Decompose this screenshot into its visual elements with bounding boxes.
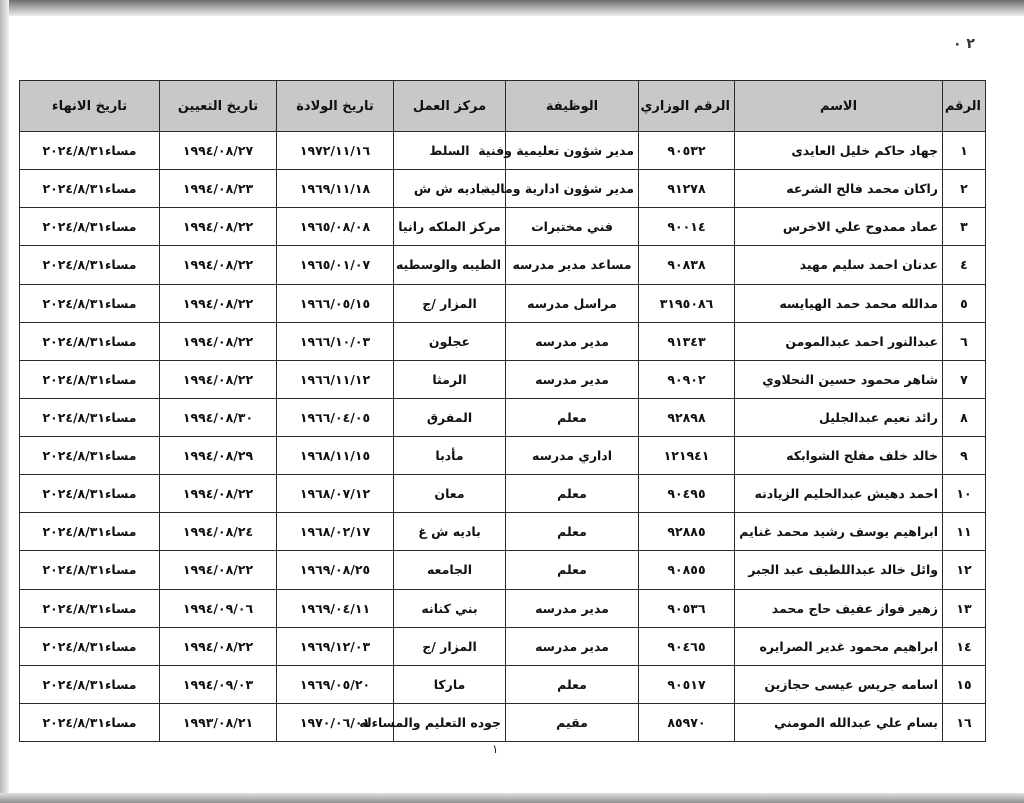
cell-job: مقيم bbox=[506, 703, 639, 741]
scan-edge-bottom bbox=[0, 793, 1024, 803]
cell-end-date: مساء٢٠٢٤/٨/٣١ bbox=[20, 398, 160, 436]
cell-no: ٢ bbox=[943, 170, 986, 208]
cell-name: عماد ممدوح علي الاخرس bbox=[735, 208, 943, 246]
cell-appointment-date: ١٩٩٤/٠٩/٠٦ bbox=[160, 589, 277, 627]
cell-birth-date: ١٩٦٨/٠٢/١٧ bbox=[277, 513, 394, 551]
cell-workplace: مأدبا bbox=[394, 437, 506, 475]
cell-appointment-date: ١٩٩٤/٠٨/٢٧ bbox=[160, 132, 277, 170]
header-no: الرقم bbox=[943, 81, 986, 132]
cell-birth-date: ١٩٦٩/٠٤/١١ bbox=[277, 589, 394, 627]
cell-birth-date: ١٩٦٥/٠٨/٠٨ bbox=[277, 208, 394, 246]
cell-ministry-no: ٩٠٨٣٨ bbox=[639, 246, 735, 284]
cell-birth-date: ١٩٧٢/١١/١٦ bbox=[277, 132, 394, 170]
cell-end-date: مساء٢٠٢٤/٨/٣١ bbox=[20, 246, 160, 284]
cell-ministry-no: ٨٥٩٧٠ bbox=[639, 703, 735, 741]
records-table bbox=[19, 80, 986, 742]
cell-birth-date: ١٩٦٨/٠٧/١٢ bbox=[277, 475, 394, 513]
cell-name: ابراهيم يوسف رشيد محمد غنايم bbox=[735, 513, 943, 551]
cell-job: مراسل مدرسه bbox=[506, 284, 639, 322]
cell-appointment-date: ١٩٩٤/٠٨/٢٢ bbox=[160, 627, 277, 665]
cell-job: مدير شؤون تعليمية وفنية bbox=[506, 132, 639, 170]
cell-appointment-date: ١٩٩٣/٠٨/٢١ bbox=[160, 703, 277, 741]
cell-ministry-no: ٩٢٨٩٨ bbox=[639, 398, 735, 436]
cell-appointment-date: ١٩٩٤/٠٨/٢٢ bbox=[160, 360, 277, 398]
cell-name: عبدالنور احمد عبدالمومن bbox=[735, 322, 943, 360]
cell-workplace: عجلون bbox=[394, 322, 506, 360]
cell-ministry-no: ٩٠٠١٤ bbox=[639, 208, 735, 246]
cell-no: ١ bbox=[943, 132, 986, 170]
table-row bbox=[20, 132, 986, 170]
cell-appointment-date: ١٩٩٤/٠٩/٠٣ bbox=[160, 665, 277, 703]
scan-edge-left bbox=[0, 0, 9, 803]
table-row bbox=[20, 589, 986, 627]
cell-birth-date: ١٩٦٦/١٠/٠٣ bbox=[277, 322, 394, 360]
cell-no: ٩ bbox=[943, 437, 986, 475]
header-appointment-date: تاريخ التعيين bbox=[160, 81, 277, 132]
table-row bbox=[20, 284, 986, 322]
cell-end-date: مساء٢٠٢٤/٨/٣١ bbox=[20, 627, 160, 665]
cell-ministry-no: ٩٠٥١٧ bbox=[639, 665, 735, 703]
cell-end-date: مساء٢٠٢٤/٨/٣١ bbox=[20, 132, 160, 170]
cell-job: مدير مدرسه bbox=[506, 322, 639, 360]
table-row bbox=[20, 437, 986, 475]
header-job: الوظيفة bbox=[506, 81, 639, 132]
cell-job: فني مختبرات bbox=[506, 208, 639, 246]
cell-ministry-no: ٩١٣٤٣ bbox=[639, 322, 735, 360]
cell-end-date: مساء٢٠٢٤/٨/٣١ bbox=[20, 475, 160, 513]
page-mark: ٢ ٠ bbox=[953, 36, 975, 52]
cell-appointment-date: ١٩٩٤/٠٨/٢٢ bbox=[160, 208, 277, 246]
cell-birth-date: ١٩٦٦/٠٥/١٥ bbox=[277, 284, 394, 322]
header-end-date: تاريخ الانهاء bbox=[20, 81, 160, 132]
cell-workplace: ماركا bbox=[394, 665, 506, 703]
cell-appointment-date: ١٩٩٤/٠٨/٢٢ bbox=[160, 475, 277, 513]
header-name: الاسم bbox=[735, 81, 943, 132]
cell-no: ١١ bbox=[943, 513, 986, 551]
cell-ministry-no: ٩٠٤٩٥ bbox=[639, 475, 735, 513]
cell-no: ٥ bbox=[943, 284, 986, 322]
cell-no: ١٥ bbox=[943, 665, 986, 703]
table-row bbox=[20, 475, 986, 513]
table-row bbox=[20, 703, 986, 741]
cell-end-date: مساء٢٠٢٤/٨/٣١ bbox=[20, 551, 160, 589]
cell-end-date: مساء٢٠٢٤/٨/٣١ bbox=[20, 665, 160, 703]
cell-name: رائد نعيم عبدالجليل bbox=[735, 398, 943, 436]
cell-workplace: باديه ش غ bbox=[394, 513, 506, 551]
table-row bbox=[20, 513, 986, 551]
cell-name: اسامه جريس عيسى حجازين bbox=[735, 665, 943, 703]
cell-workplace: المزار /ج bbox=[394, 284, 506, 322]
cell-no: ١٤ bbox=[943, 627, 986, 665]
cell-job: مدير شؤون ادارية ومالية bbox=[506, 170, 639, 208]
table-body bbox=[20, 132, 986, 742]
cell-name: جهاد حاكم خليل العايدى bbox=[735, 132, 943, 170]
cell-workplace: المفرق bbox=[394, 398, 506, 436]
cell-name: خالد خلف مفلح الشوابكه bbox=[735, 437, 943, 475]
cell-no: ١٦ bbox=[943, 703, 986, 741]
cell-no: ٧ bbox=[943, 360, 986, 398]
cell-no: ٨ bbox=[943, 398, 986, 436]
cell-birth-date: ١٩٦٦/١١/١٢ bbox=[277, 360, 394, 398]
cell-job: معلم bbox=[506, 551, 639, 589]
cell-end-date: مساء٢٠٢٤/٨/٣١ bbox=[20, 170, 160, 208]
header-ministry-no: الرقم الوزاري bbox=[639, 81, 735, 132]
cell-no: ١٠ bbox=[943, 475, 986, 513]
cell-ministry-no: ٩٢٨٨٥ bbox=[639, 513, 735, 551]
page-number: ١ bbox=[492, 742, 499, 756]
cell-ministry-no: ٩٠٨٥٥ bbox=[639, 551, 735, 589]
cell-no: ٦ bbox=[943, 322, 986, 360]
cell-workplace: جوده التعليم والمساءله bbox=[394, 703, 506, 741]
cell-workplace: الطيبه والوسطيه bbox=[394, 246, 506, 284]
cell-workplace: مركز الملكه رانيا bbox=[394, 208, 506, 246]
cell-ministry-no: ٩٠٥٣٦ bbox=[639, 589, 735, 627]
cell-appointment-date: ١٩٩٤/٠٨/٢٩ bbox=[160, 437, 277, 475]
table-row bbox=[20, 665, 986, 703]
cell-appointment-date: ١٩٩٤/٠٨/٢٤ bbox=[160, 513, 277, 551]
cell-ministry-no: ٣١٩٥٠٨٦ bbox=[639, 284, 735, 322]
cell-workplace: معان bbox=[394, 475, 506, 513]
cell-job: مدير مدرسه bbox=[506, 627, 639, 665]
cell-birth-date: ١٩٦٩/١٢/٠٣ bbox=[277, 627, 394, 665]
cell-workplace: الرمثا bbox=[394, 360, 506, 398]
cell-no: ١٣ bbox=[943, 589, 986, 627]
cell-end-date: مساء٢٠٢٤/٨/٣١ bbox=[20, 322, 160, 360]
table-row bbox=[20, 627, 986, 665]
cell-birth-date: ١٩٦٥/٠١/٠٧ bbox=[277, 246, 394, 284]
cell-appointment-date: ١٩٩٤/٠٨/٢٢ bbox=[160, 284, 277, 322]
cell-job: معلم bbox=[506, 475, 639, 513]
cell-birth-date: ١٩٧٠/٠٦/٠١ bbox=[277, 703, 394, 741]
cell-birth-date: ١٩٦٩/١١/١٨ bbox=[277, 170, 394, 208]
cell-job: معلم bbox=[506, 398, 639, 436]
cell-workplace: الجامعه bbox=[394, 551, 506, 589]
cell-workplace: بني كنانه bbox=[394, 589, 506, 627]
cell-job: معلم bbox=[506, 665, 639, 703]
cell-name: شاهر محمود حسين النحلاوي bbox=[735, 360, 943, 398]
table-row bbox=[20, 322, 986, 360]
cell-ministry-no: ١٢١٩٤١ bbox=[639, 437, 735, 475]
cell-end-date: مساء٢٠٢٤/٨/٣١ bbox=[20, 437, 160, 475]
cell-job: اداري مدرسه bbox=[506, 437, 639, 475]
cell-appointment-date: ١٩٩٤/٠٨/٢٢ bbox=[160, 246, 277, 284]
cell-job: مساعد مدير مدرسه bbox=[506, 246, 639, 284]
cell-birth-date: ١٩٦٨/١١/١٥ bbox=[277, 437, 394, 475]
cell-workplace: المزار /ج bbox=[394, 627, 506, 665]
cell-end-date: مساء٢٠٢٤/٨/٣١ bbox=[20, 589, 160, 627]
cell-no: ٤ bbox=[943, 246, 986, 284]
cell-name: راكان محمد فالح الشرعه bbox=[735, 170, 943, 208]
cell-job: معلم bbox=[506, 513, 639, 551]
header-workplace: مركز العمل bbox=[394, 81, 506, 132]
cell-birth-date: ١٩٦٦/٠٤/٠٥ bbox=[277, 398, 394, 436]
cell-name: بسام علي عبدالله المومني bbox=[735, 703, 943, 741]
cell-name: مدالله محمد حمد الهيايسه bbox=[735, 284, 943, 322]
table-row bbox=[20, 360, 986, 398]
cell-no: ١٢ bbox=[943, 551, 986, 589]
cell-name: احمد دهيش عبدالحليم الزيادنه bbox=[735, 475, 943, 513]
cell-no: ٣ bbox=[943, 208, 986, 246]
cell-name: عدنان احمد سليم مهيد bbox=[735, 246, 943, 284]
cell-birth-date: ١٩٦٩/٠٨/٢٥ bbox=[277, 551, 394, 589]
cell-job: مدير مدرسه bbox=[506, 589, 639, 627]
table-row bbox=[20, 208, 986, 246]
header-birth-date: تاريخ الولادة bbox=[277, 81, 394, 132]
cell-appointment-date: ١٩٩٤/٠٨/٢٢ bbox=[160, 322, 277, 360]
header-row bbox=[20, 81, 986, 132]
cell-name: ابراهيم محمود غدير الصرايره bbox=[735, 627, 943, 665]
cell-workplace: السلط bbox=[394, 132, 506, 170]
cell-birth-date: ١٩٦٩/٠٥/٢٠ bbox=[277, 665, 394, 703]
cell-end-date: مساء٢٠٢٤/٨/٣١ bbox=[20, 360, 160, 398]
scan-edge-top bbox=[0, 0, 1024, 16]
cell-end-date: مساء٢٠٢٤/٨/٣١ bbox=[20, 284, 160, 322]
cell-appointment-date: ١٩٩٤/٠٨/٢٢ bbox=[160, 551, 277, 589]
cell-name: وائل خالد عبداللطيف عبد الجبر bbox=[735, 551, 943, 589]
cell-ministry-no: ٩٠٥٣٢ bbox=[639, 132, 735, 170]
table-row bbox=[20, 170, 986, 208]
table-row bbox=[20, 551, 986, 589]
cell-end-date: مساء٢٠٢٤/٨/٣١ bbox=[20, 208, 160, 246]
cell-ministry-no: ٩٠٩٠٢ bbox=[639, 360, 735, 398]
table-row bbox=[20, 398, 986, 436]
cell-end-date: مساء٢٠٢٤/٨/٣١ bbox=[20, 703, 160, 741]
cell-name: زهير فواز عفيف حاج محمد bbox=[735, 589, 943, 627]
cell-workplace: باديه ش ش bbox=[394, 170, 506, 208]
cell-appointment-date: ١٩٩٤/٠٨/٢٣ bbox=[160, 170, 277, 208]
table-row bbox=[20, 246, 986, 284]
cell-appointment-date: ١٩٩٤/٠٨/٣٠ bbox=[160, 398, 277, 436]
cell-ministry-no: ٩١٢٧٨ bbox=[639, 170, 735, 208]
cell-end-date: مساء٢٠٢٤/٨/٣١ bbox=[20, 513, 160, 551]
cell-job: مدير مدرسه bbox=[506, 360, 639, 398]
cell-ministry-no: ٩٠٤٦٥ bbox=[639, 627, 735, 665]
